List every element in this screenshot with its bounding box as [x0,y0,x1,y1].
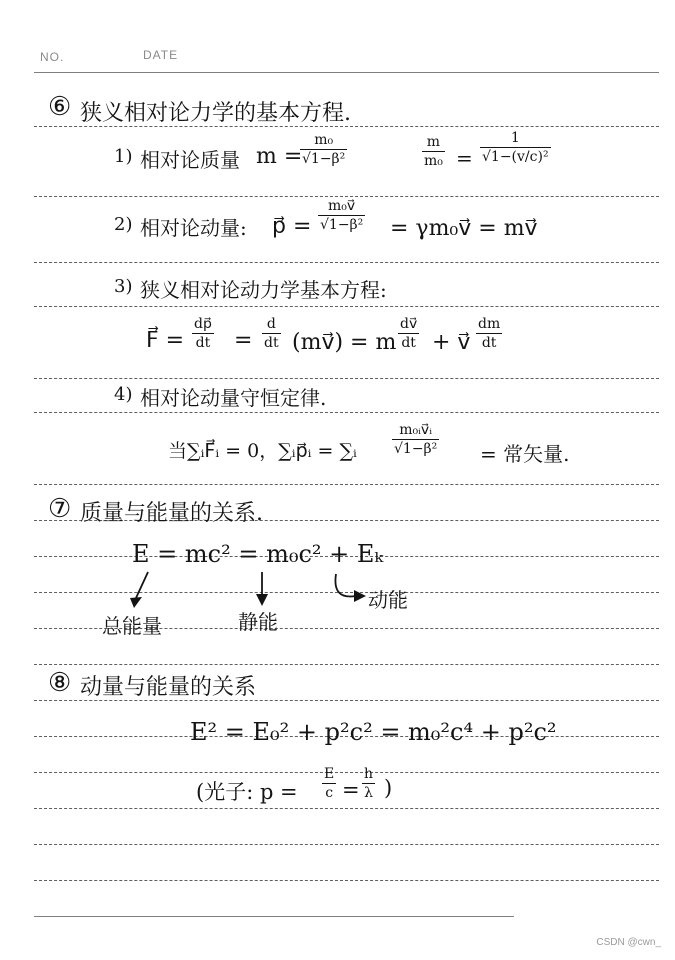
fraction-numerator: dm [478,316,501,332]
item-3-eq-plus: + v⃗ [432,330,471,355]
item-1-eq2-sign: = [456,146,473,170]
fraction-denominator: √1−β² [302,151,346,167]
item-1-label: 相对论质量 [140,148,240,172]
fraction-numerator: d [266,316,276,332]
arrow-to-total-energy [136,572,148,598]
item-3-eq-mid: = [234,328,253,353]
photon-fraction-1 [322,766,336,801]
fraction-denominator: λ [364,785,373,801]
item-2-eq-rest: = γm₀v⃗ = mv⃗ [390,216,538,241]
fraction-bar [322,783,336,784]
label-rest-energy: 静能 [238,610,278,634]
item-2-eq-lhs: p⃗ = [272,214,312,239]
photon-close-paren: ) [384,776,393,800]
fraction-denominator: dt [401,335,416,351]
item-4-index: 4) [114,384,133,405]
fraction-denominator: √1−(v/c)² [482,149,549,165]
item-4-condition: 当∑ᵢF⃗ᵢ = 0，∑ᵢp⃗ᵢ = ∑ᵢ [168,440,357,462]
section-8-number: ⑧ [48,668,72,698]
fraction-numerator: m₀ᵢv⃗ᵢ [399,422,433,438]
fraction-numerator: m [426,134,441,150]
no-label: NO. [40,50,65,64]
item-1-index: 1) [114,146,133,167]
section-8-title: 动量与能量的关系 [80,675,257,700]
label-total-energy: 总能量 [102,614,162,638]
watermark: CSDN @cwn_ [596,937,661,948]
section-8-equation: E² = E₀² + p²c² = m₀²c⁴ + p²c² [190,718,557,746]
label-kinetic-energy: 动能 [368,588,408,612]
item-3-label: 狭义相对论动力学基本方程: [140,278,387,302]
fraction-numerator: E [324,766,335,782]
arrow-to-kinetic-energy [335,574,356,597]
fraction-numerator: m₀v⃗ [328,198,356,214]
fraction-denominator: dt [481,335,497,351]
date-label: DATE [143,48,179,62]
arrowhead-rest-energy [256,594,268,606]
fraction-numerator: h [364,766,374,782]
section-7-number: ⑦ [48,494,72,524]
item-4-result: = 常矢量. [480,442,570,466]
arrowhead-kinetic-energy [354,590,366,602]
arrowhead-total-energy [130,597,142,608]
fraction-numerator: 1 [510,130,520,146]
photon-fraction-2 [362,766,375,801]
section-7-equation: E = mc² = m₀c² + Eₖ [132,540,384,568]
section-6-title: 狭义相对论力学的基本方程. [80,101,351,126]
item-3-eq-lhs: F⃗ = [146,328,185,353]
item-3-index: 3) [114,276,133,297]
section-6-number: ⑥ [48,92,72,122]
fraction-denominator: dt [264,335,279,351]
fraction-bar [362,783,375,784]
photon-note-prefix: (光子: p = [196,780,298,804]
item-3-eq-mid2: (mv⃗) = m [292,330,397,355]
fraction-numerator: dv⃗ [400,316,418,332]
item-4-label: 相对论动量守恒定律. [140,386,327,410]
fraction-denominator: √1−β² [320,217,364,233]
item-1-eq-lhs: m = [256,144,303,169]
fraction-denominator: m₀ [424,153,443,169]
fraction-numerator: dp⃗ [194,316,212,332]
photon-equals: = [342,778,360,802]
item-2-index: 2) [114,214,133,235]
section-7-title: 质量与能量的关系. [80,501,263,526]
fraction-denominator: √1−β² [394,441,438,457]
fraction-denominator: c [325,785,334,801]
fraction-denominator: dt [195,335,211,351]
fraction-numerator: m₀ [314,132,334,148]
item-2-label: 相对论动量: [140,216,247,240]
